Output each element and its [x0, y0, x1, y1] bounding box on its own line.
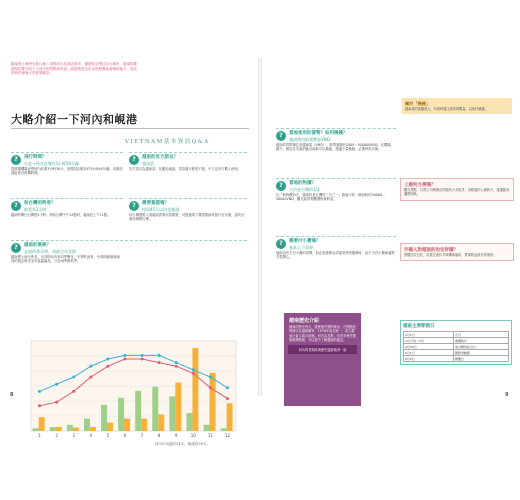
bar [84, 419, 90, 431]
bar [90, 427, 96, 431]
faq-time-difference [11, 198, 123, 217]
holiday-table-box [400, 320, 512, 365]
x-tick-label: 4 [89, 433, 93, 438]
bar [192, 348, 198, 431]
x-tick-label: 5 [106, 433, 110, 438]
tip-body: 整體治安良好，但要注意扒手與機車搶劫，貴重物品請妥善保管。 [404, 253, 497, 257]
question-icon: ? [11, 243, 21, 253]
bar [158, 414, 164, 431]
title-divider [11, 128, 249, 129]
tip-title: 外國人對越南的治安評價？ [404, 248, 458, 253]
history-body: 越南的歷史悠久，經歷過中國的統治、法國殖民時期以及越南戰爭，1976年南北統一，成立越南社會主義共和國。河內為首都，有許多歷史建築與博物館，可以從中了解越南的過去。 [289, 325, 356, 342]
x-tick-label: 6 [123, 433, 127, 438]
table-row: 5月1日 國際勞動節 [404, 350, 509, 356]
faq-answer: 基本上不需要 [289, 244, 313, 250]
page-number-right: 9 [505, 392, 509, 398]
bar [186, 413, 192, 431]
faq-question: 當地使用的貨幣？如何換錢？ [289, 131, 348, 136]
faq-question: 當地的物價？ [289, 181, 316, 186]
question-icon: ? [11, 155, 21, 165]
holiday-table [403, 331, 509, 362]
table-row: 1月下旬～2月 農曆新年 [404, 338, 509, 344]
bar [210, 373, 216, 431]
x-tick-label: 1 [38, 433, 41, 438]
faq-question: 越南的氣候？ [24, 243, 51, 248]
x-tick-label: 9 [174, 433, 178, 438]
faq-answer: 越南使用的貨幣是VND [289, 136, 330, 142]
question-icon: ? [11, 201, 21, 211]
tip-money [402, 98, 512, 114]
bar [39, 417, 45, 431]
faq-body: 越南時間比台灣慢1小時。例如台灣中午12點時，越南是上午11點。 [11, 212, 111, 217]
faq-answer: 時差為1小時 [24, 206, 47, 212]
tip-body: 越南盾的面額很大，付款時要注意零的數量，以免付錯錢。 [405, 107, 488, 111]
faq-question: 飛行時間？ [24, 155, 47, 160]
history-title: 越南歷史介紹 [289, 318, 320, 324]
faq-body: 越南沒有支付小費的習慣，但在高級飯店或接受特別服務時，給予少許小費會讓對方很開心。 [276, 250, 395, 259]
table-row: 1月1日 元旦 [404, 332, 509, 338]
question-icon: ? [276, 181, 286, 191]
faq-question: 需要簽證嗎？ [142, 201, 169, 206]
faq-language [129, 152, 247, 171]
bar [124, 419, 130, 431]
faq-body: 官方語言為越南語。在觀光地區，英語通行程度不錯，中文也有少數人使用。 [129, 166, 242, 171]
faq-answer: 停留45天以內免簽證 [142, 206, 180, 212]
bar [204, 425, 210, 431]
bar [118, 398, 124, 431]
faq-answer: 大約是台灣的1/3 [289, 186, 320, 192]
faq-answer: 越南語 [142, 160, 154, 166]
page-number-left: 8 [10, 392, 14, 398]
question-icon: ? [129, 201, 139, 211]
left-page [5, 58, 258, 446]
question-icon: ? [129, 155, 139, 165]
bar [73, 428, 79, 431]
faq-question: 和台灣的時差？ [24, 201, 56, 206]
question-icon: ? [276, 239, 286, 249]
bar [152, 387, 158, 431]
section-subtitle: VIETNAM基本資訊Q&A [125, 139, 210, 145]
bar [107, 423, 113, 431]
bar [227, 403, 233, 431]
faq-question: 需要付小費嗎？ [289, 239, 321, 244]
faq-body: 從桃園機場直飛河內約需3小時30分，直飛胡志明市約3小時40分鐘。出發前請留意各班機時間。 [11, 166, 123, 175]
bar [67, 425, 73, 431]
faq-question: 越南的官方語言？ [142, 155, 178, 160]
bar [175, 383, 181, 431]
x-tick-label: 7 [140, 433, 144, 438]
faq-answer: 北部四季分明，南部全年炎熱 [24, 248, 76, 254]
x-tick-label: 11 [207, 433, 213, 438]
faq-flight-time [11, 152, 123, 175]
bar [56, 427, 62, 431]
faq-body: 持台灣護照入境越南需要申請簽證，可透過電子簽證系統或旅行社代辦，請於出發前辦理完畢。 [129, 212, 245, 221]
bar [33, 428, 39, 431]
bar [135, 391, 141, 431]
x-tick-label: 12 [224, 433, 231, 438]
bar [50, 427, 56, 431]
faq-body: 越南的貨幣單位是越南盾（VND），紙幣面額有1000～500000VND。在機場、銀行、飯店及市區的匯兌處都可以換錢，建議少量換匯，必要時再多換。 [276, 142, 394, 151]
chart-note: 河內年均溫約24℃，峴港約26℃。 [155, 442, 211, 446]
history-box [284, 313, 361, 406]
x-tick-label: 10 [190, 433, 196, 438]
faq-body: 以一般物價而言，越南約是台灣的三分之一。路邊小吃一碗河粉約30000～50000VND，觀光區的餐廳價格會較高。 [276, 192, 386, 201]
question-icon: ? [276, 131, 286, 141]
bar [101, 405, 107, 431]
faq-answer: 台北→河內直飛約3小時30分鐘 [24, 160, 79, 166]
bar [141, 419, 147, 431]
holiday-title: 越南主要節假日 [403, 324, 435, 329]
page-title: 大略介紹一下河內和峴港 [11, 113, 138, 126]
bar [169, 396, 175, 431]
tip-body: 觀光景點、百貨公司與飯店的廁所大多乾淨，但路邊的公廁較少，建議隨身攜帶面紙。 [404, 188, 510, 197]
table-row: 4月30日 南方解放紀念日 [404, 344, 509, 350]
tip-title: 上廁所方便嗎？ [404, 183, 436, 188]
faq-body: 越南國土南北狹長，北部的河內有四季變化，冬季較涼爽；中部的峴港與南部的胡志明市全年氣溫偏高，分為雨季與乾季。 [11, 254, 120, 263]
history-footer: 河內的老街區與歷史遺跡值得一訪 [288, 345, 357, 354]
faq-climate [11, 240, 247, 263]
faq-tipping [276, 236, 396, 259]
intro-text: 越南與上海時光旅行地・直飛河內及胡志明市，優惠航空飛往各大城市，越南的簽證相信要介紹不少河內的景點與美食。峴港則是近年以度假勝地著稱的地方，長長的海岸線與大型度假飯店。 [11, 62, 137, 76]
faq-prices [276, 178, 396, 201]
x-tick-label: 3 [72, 433, 75, 438]
tip-title: 關於「換錢」 [405, 101, 431, 106]
faq-visa [129, 198, 247, 221]
x-tick-label: 2 [55, 433, 58, 438]
bar [221, 428, 227, 431]
right-page [262, 58, 515, 396]
climate-chart [11, 321, 251, 447]
tip-safety [400, 243, 514, 261]
x-tick-label: 8 [157, 433, 161, 438]
faq-currency [276, 128, 396, 151]
table-row: 9月2日 國慶日 [404, 356, 509, 362]
tip-toilet [400, 178, 514, 201]
